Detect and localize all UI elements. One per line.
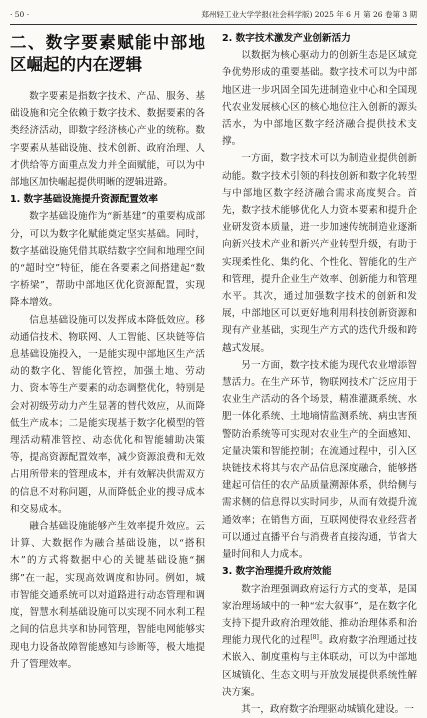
paragraph: 融合基础设施能够产生效率提升效应。云计算、大数据作为融合基础设施，以“搭积木”的方式将数据中心的关键基础设施“捆绑”在一起，实现高效调度和协同。例如，城市智能交通系统可以对道路进行动态管理和调度，智慧水利基础设施可以实现不同水利工程之间的信息共享和协同管理，智能电网能够实现电力设备故障智能感知与诊断等，极大地提升了管理效率。 [10, 521, 205, 670]
right-column [222, 30, 417, 718]
journal-info: 郑州轻工业大学学报(社会科学版) 2025 年 6 月 第 26 卷第 3 期 [201, 10, 417, 19]
paragraph: 另一方面，数字技术能为现代农业增添智慧活力。在生产环节，物联网技术广泛应用于农业生产活动的各个场景，精准灌溉系统、水肥一体化系统、土地墒情监测系统、病虫害预警防治系统等可实现对农业生产的全面感知、定量决策和智能控制；在流通过程中，引入区块链技术将其与农产品信息深度融合，能够搭建起可信任的农产品质量溯源体系，供给侧与需求侧的信息得以实时同步，从而有效提升流通效率；在销售方面，互联网使得农业经营者可以通过直播平台与消费者直接沟通，节省大量时间和人力成本。 [222, 359, 417, 561]
left-column [10, 30, 205, 673]
paragraph: 信息基础设施可以发挥成本降低效应。移动通信技术、物联网、人工智能、区块链等信息基础设施投入，一是能实现中部地区生产活动的数字化、智能化管控，加强土地、劳动力、资本等生产要素的动态调整优化，特别是会对初级劳动力产生显著的替代效应，从而降低生产成本；二是能实现基于数字化模型的管理活动精准管控、动态优化和智能辅助决策等，提高资源配置效率，减少资源浪费和无效占用所带来的管理成本，并有效解决供需双方的信息不对称问题，从而降低企业的搜寻成本和交易成本。 [10, 314, 205, 515]
paragraph: 数字要素是指数字技术、产品、服务、基础设施和完全依赖于数字技术、数据要素的各类经济活动，即数字经济核心产业的统称。数字要素从基础设施、技术创新、政府治理、人才供给等方面重点发力并全面赋能，可以为中部地区加快崛起提供明晰的逻辑进路。 [10, 91, 205, 189]
paragraph-text: 数字治理强调政府运行方式的变革，是国家治理场域中的一种“宏大叙事”，是在数字化支持下提升政府治理效能、推动治理体系和治理能力现代化的过程 [222, 583, 417, 647]
paragraph: 一方面，数字技术可以为制造业提供创新动能。数字技术引领的科技创新和数字化转型与中部地区数字经济融合需求高度契合。首先，数字技术能够优化人力资本要素和提升企业研发资本质量，进一步加速传统制造业逐渐向新兴技术产业和新兴产业转型升级，有助于实现柔性化、集约化、个性化、智能化的生产和管理，提升企业生产效率、创新能力和管理水平。其次，通过加强数字技术的创新和发展，中部地区可以更好地利用科技创新资源和现有产业基础，实现生产方式的迭代升级和跨越式发展。 [222, 153, 417, 354]
paragraph: 其一，政府数字治理驱动城镇化建设。一 [241, 703, 414, 715]
subheading: 1. 数字基础设施提升资源配置效率 [10, 194, 158, 206]
running-header [10, 8, 417, 22]
paragraph: 数字基础设施作为“新基建”的重要构成部分，可以为数字化赋能奠定坚实基础。同时，数字基础设施凭借其联结数字空间和地理空间的“超时空”特征，能在各要素之间搭建起“数字桥梁”，帮助中部地区优化资源配置，实现降本增效。 [10, 211, 205, 309]
citation-ref: [8] [310, 633, 319, 641]
page-number: · 50 · [10, 10, 30, 19]
paragraph: 以数据为核心驱动力的创新生态是区域竞争优势形成的重要基础。数字技术可以为中部地区进一步巩固全国先进制造业中心和全国现代农业发展核心区的核心地位注入创新的源头活水，为中部地区数字经济融合提供技术支撑。 [222, 50, 417, 148]
section-title: 二、数字要素赋能中部地区崛起的内在逻辑 [10, 33, 205, 74]
header-rule [10, 24, 417, 25]
paragraph [222, 581, 417, 701]
subheading: 2. 数字技术激发产业创新活力 [222, 33, 351, 44]
paragraph-text: 。政府数字治理通过技术嵌入、制度重构与主体联动，可以为中部地区城镇化、生态文明与开放发展提供系统性解决方案。 [222, 635, 418, 698]
subheading: 3. 数字治理提升政府效能 [222, 566, 332, 578]
